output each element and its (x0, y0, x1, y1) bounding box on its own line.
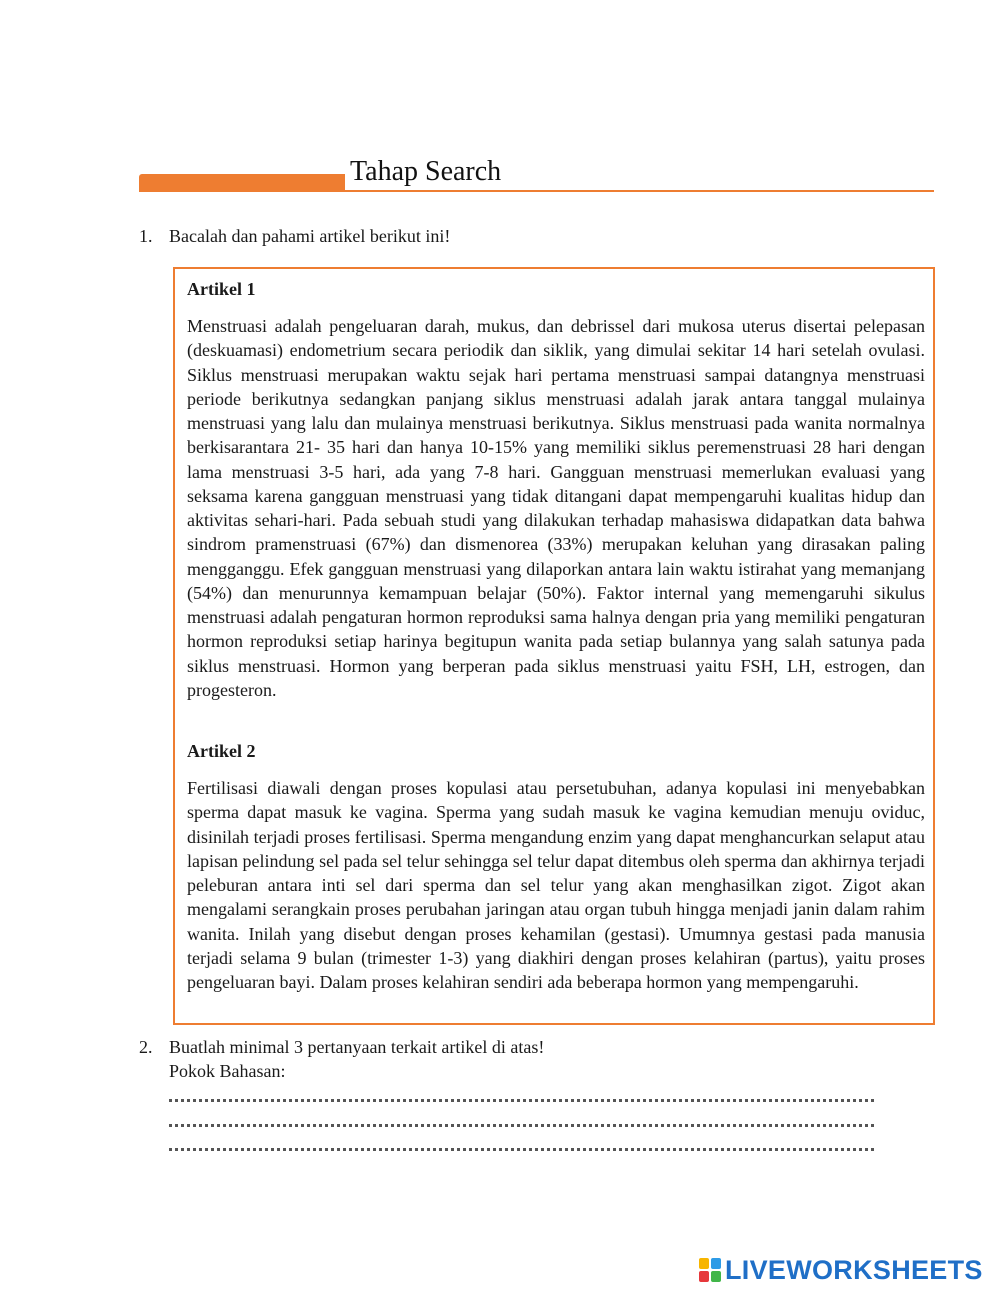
answer-line-1[interactable] (169, 1097, 874, 1102)
section-header (139, 154, 934, 196)
liveworksheets-logo (699, 1255, 983, 1285)
article-box (173, 267, 935, 1025)
topic-label: Pokok Bahasan: (169, 1061, 286, 1081)
question-text: Bacalah dan pahami artikel berikut ini! (169, 226, 451, 246)
question-text: Buatlah minimal 3 pertanyaan terkait artikel di atas! (169, 1037, 545, 1057)
logo-text: LIVEWORKSHEETS (725, 1254, 983, 1285)
question-number: 2. (139, 1037, 153, 1057)
logo-mark-icon (699, 1258, 721, 1282)
article-1-body: Menstruasi adalah pengeluaran darah, mukus, dan debrissel dari mukosa uterus disertai pelepasan (deskuamasi) endometrium secara periodik dan siklik, yang dimulai sekitar 14 hari setelah ovulasi. Siklus menstruasi merupakan waktu sejak hari pertama menstruasi sampai datangnya menstruasi periode berikutnya sedangkan panjang siklus menstruasi adalah jarak antara tanggal mulainya menstruasi yang lalu dan mulainya menstruasi berikutnya. Siklus menstruasi pada wanita normalnya berkisarantara 21- 35 hari dan hanya 10-15% yang memiliki siklus peremenstruasi 28 hari dengan lama menstruasi 3-5 hari, ada yang 7-8 hari. Gangguan menstruasi memerlukan evaluasi yang seksama karena gangguan menstruasi yang tidak ditangani dapat mempengaruhi kualitas hidup dan aktivitas sehari-hari. Pada sebuah studi yang dilakukan terhadap mahasiswa didapatkan data bahwa sindrom pramenstruasi (67%) dan dismenorea (33%) merupakan keluhan yang dirasakan paling mengganggu. Efek gangguan menstruasi yang dilaporkan antara lain waktu istirahat yang memanjang (54%) dan menurunnya kemampuan belajar (50%). Faktor internal yang memengaruhi sikulus menstruasi adalah pengaturan hormon reproduksi sama halnya dengan pria yang memiliki pengaturan hormon reproduksi setiap harinya begitupun wanita pada setiap bulannya yang salah satunya pada siklus menstruasi. Hormon yang berperan pada siklus menstruasi yaitu FSH, LH, estrogen, dan progesteron. (187, 316, 925, 700)
answer-line-3[interactable] (169, 1146, 874, 1151)
header-underline (345, 190, 934, 192)
article-1-title: Artikel 1 (187, 279, 256, 299)
article-2-title: Artikel 2 (187, 741, 256, 761)
page-title: Tahap Search (350, 156, 502, 187)
answer-line-2[interactable] (169, 1122, 874, 1127)
article-2-body: Fertilisasi diawali dengan proses kopulasi atau persetubuhan, adanya kopulasi ini menyebabkan sperma dapat masuk ke vagina. Sperma yang sudah masuk ke vagina kemudian menuju oviduc, disinilah terjadi proses fertilisasi. Sperma mengandung enzim yang dapat menghancurkan selaput atau lapisan pelindung sel pada sel telur sehingga sel telur dapat ditembus oleh sperma dan akhirnya terjadi peleburan antara inti sel dari sperma dan sel telur yang akan menghasilkan zigot. Zigot akan mengalami serangkain proses perubahan jaringan atau organ tubuh hingga menjadi janin dalam rahim wanita. Inilah yang disebut dengan proses kehamilan (gestasi). Umumnya gestasi pada manusia terjadi selama 9 bulan (trimester 1-3) yang diakhiri dengan proses kelahiran (partus), yaitu proses pengeluaran bayi. Dalam proses kelahiran sendiri ada beberapa hormon yang mempengaruhi. (187, 778, 925, 992)
question-number: 1. (139, 226, 153, 246)
header-accent-bar (139, 174, 345, 192)
